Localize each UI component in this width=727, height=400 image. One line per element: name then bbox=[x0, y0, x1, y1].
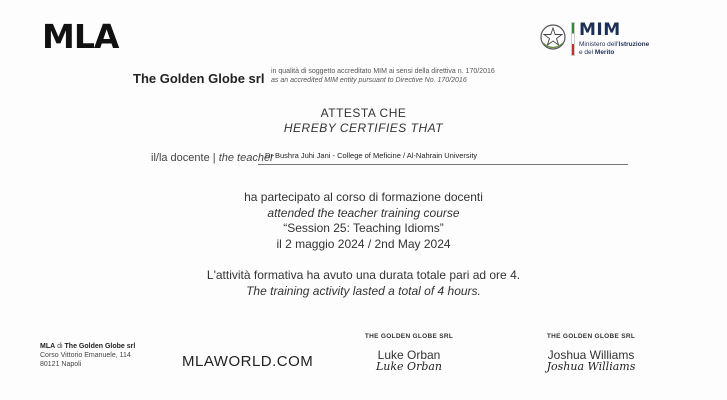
signature-block-2 bbox=[516, 333, 666, 373]
duration-info bbox=[0, 267, 727, 299]
course-date: il 2 maggio 2024 / 2nd May 2024 bbox=[276, 236, 451, 251]
italian-emblem-icon bbox=[539, 22, 567, 52]
accreditation-text: in qualità di soggetto accreditato MIM ai sensi della direttiva n. 170/2016 as an accredited MIM entity pursuant to Directive No. 170/2016 bbox=[271, 68, 495, 84]
website-link[interactable]: MLAWORLD.COM bbox=[182, 353, 314, 370]
course-title: “Session 25: Teaching Idioms” bbox=[283, 221, 444, 235]
course-line-en: attended the teacher training course bbox=[267, 205, 460, 220]
mla-logo: MLA bbox=[42, 17, 119, 56]
company-name: The Golden Globe srl bbox=[133, 71, 265, 86]
course-line-it: ha partecipato al corso di formazione docenti bbox=[244, 190, 483, 204]
signature-block-1 bbox=[354, 333, 464, 373]
duration-en: The training activity lasted a total of 4 hours. bbox=[246, 284, 481, 298]
duration-it: L'attività formativa ha avuto una durata totale pari ad ore 4. bbox=[206, 268, 521, 282]
teacher-underline bbox=[258, 164, 628, 165]
signature-name: Joshua Williams bbox=[547, 348, 635, 362]
mim-logo bbox=[539, 22, 659, 57]
mim-title: MIM bbox=[579, 20, 621, 40]
teacher-name: Dr Bushra Juhi Jani - College of Meficine / Al-Nahrain University bbox=[265, 151, 478, 160]
handwritten-signature: Luke Orban bbox=[375, 360, 443, 373]
mim-subtitle: Ministero dell'Istruzione e del Merito bbox=[579, 41, 650, 56]
signature-company: THE GOLDEN GLOBE SRL bbox=[364, 333, 454, 340]
signature-name: Luke Orban bbox=[377, 348, 441, 362]
footer-address: MLA di The Golden Globe srl Corso Vittorio Emanuele, 114 80121 Napoli bbox=[40, 343, 136, 368]
certifies-heading: ATTESTA CHE HEREBY CERTIFIES THAT bbox=[283, 106, 444, 135]
handwritten-signature: Joshua Williams bbox=[546, 360, 636, 373]
teacher-label: il/la docente | the teacher bbox=[151, 152, 274, 164]
signature-company: THE GOLDEN GLOBE SRL bbox=[546, 333, 636, 340]
flag-bar bbox=[571, 22, 575, 56]
course-info bbox=[0, 190, 727, 252]
